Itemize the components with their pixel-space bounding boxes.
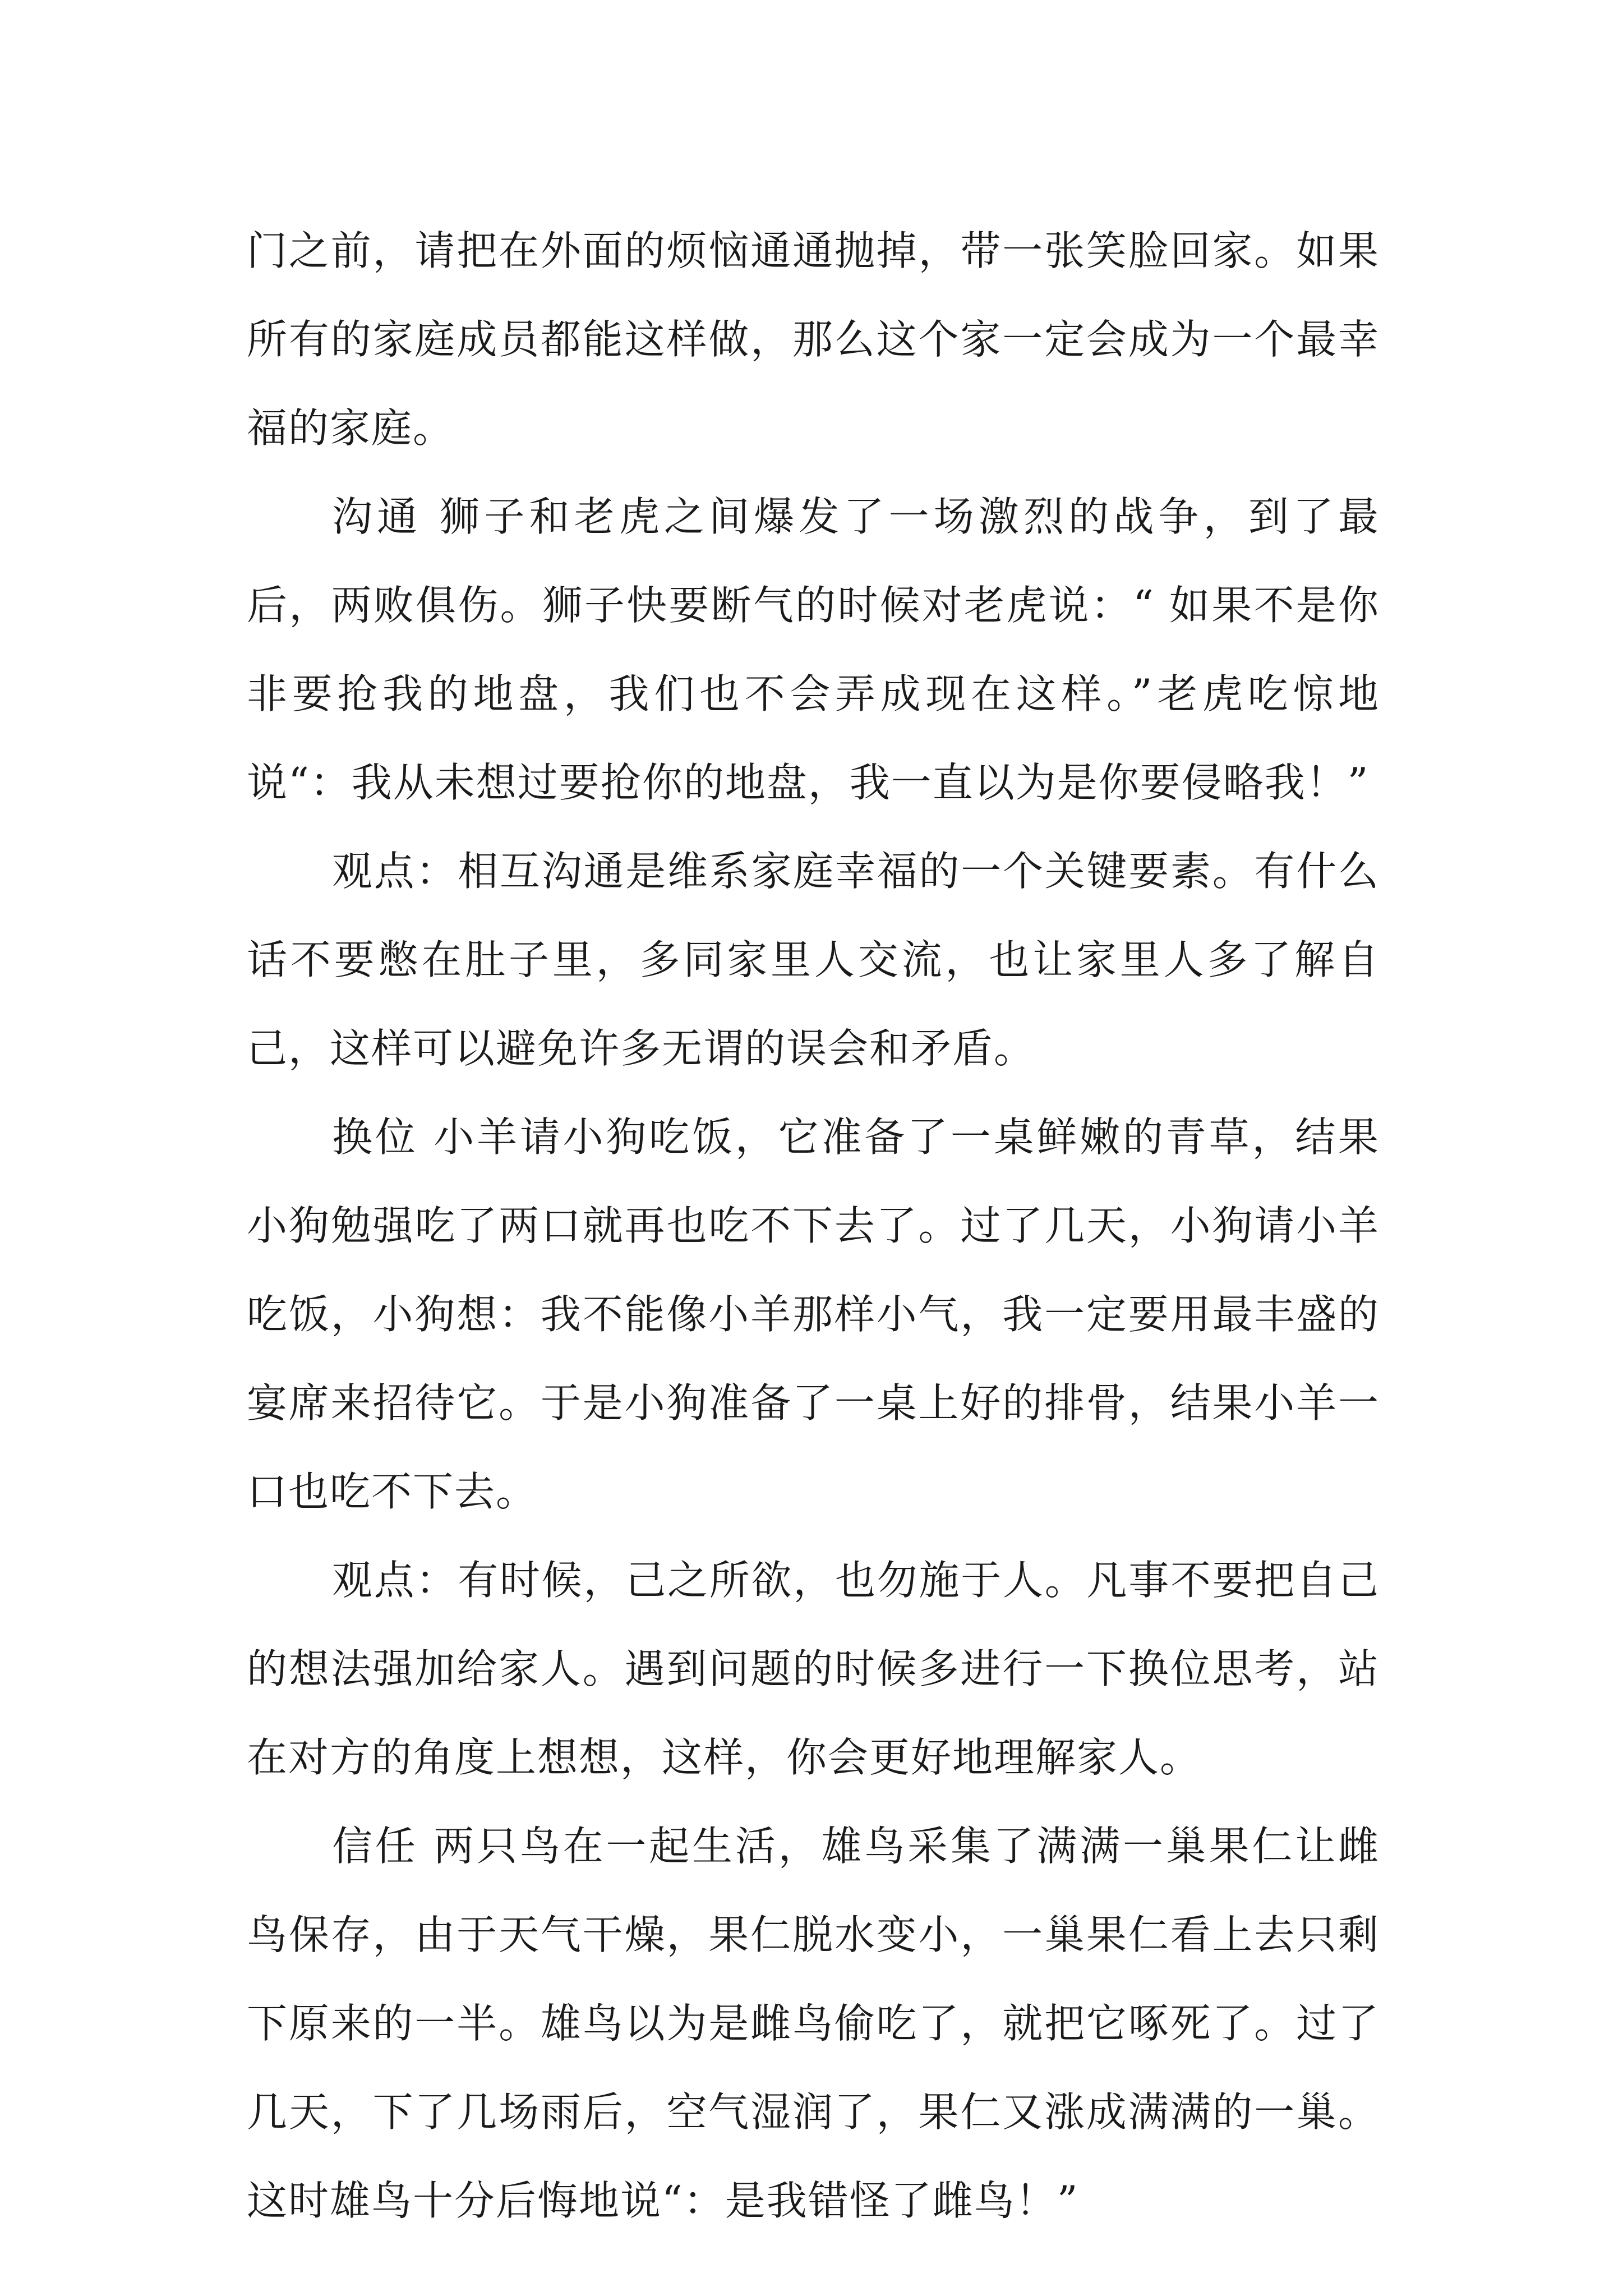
paragraph-communication-viewpoint: 观点：相互沟通是维系家庭幸福的一个关键要素。有什么话不要憋在肚子里，多同家里人交流，也让家里人多了解自己，这样可以避免许多无谓的误会和矛盾。 [247,848,1380,1072]
body-text [247,206,1380,2245]
paragraph-communication: 沟通 狮子和老虎之间爆发了一场激烈的战争，到了最后，两败俱伤。狮子快要断气的时候对老虎说：“ 如果不是你非要抢我的地盘，我们也不会弄成现在这样。”老虎吃惊地说“：我从未想过要抢你的地盘，我一直以为是你要侵略我！” [247,493,1380,806]
paragraph-perspective: 换位 小羊请小狗吃饭，它准备了一桌鲜嫩的青草，结果小狗勉强吃了两口就再也吃不下去了。过了几天，小狗请小羊吃饭，小狗想：我不能像小羊那样小气，我一定要用最丰盛的宴席来招待它。于是小狗准备了一桌上好的排骨，结果小羊一口也吃不下去。 [247,1114,1380,1515]
paragraph-perspective-viewpoint: 观点：有时候，己之所欲，也勿施于人。凡事不要把自己的想法强加给家人。遇到问题的时候多进行一下换位思考，站在对方的角度上想想，这样，你会更好地理解家人。 [247,1557,1380,1781]
paragraph-trust: 信任 两只鸟在一起生活，雄鸟采集了满满一巢果仁让雌鸟保存，由于天气干燥，果仁脱水变小，一巢果仁看上去只剩下原来的一半。雄鸟以为是雌鸟偷吃了，就把它啄死了。过了几天，下了几场雨后，空气湿润了，果仁又涨成满满的一巢。这时雄鸟十分后悔地说“：是我错怪了雌鸟！” [247,1823,1380,2224]
paragraph-continuation: 门之前，请把在外面的烦恼通通抛掉，带一张笑脸回家。如果所有的家庭成员都能这样做，那么这个家一定会成为一个最幸福的家庭。 [247,227,1380,452]
